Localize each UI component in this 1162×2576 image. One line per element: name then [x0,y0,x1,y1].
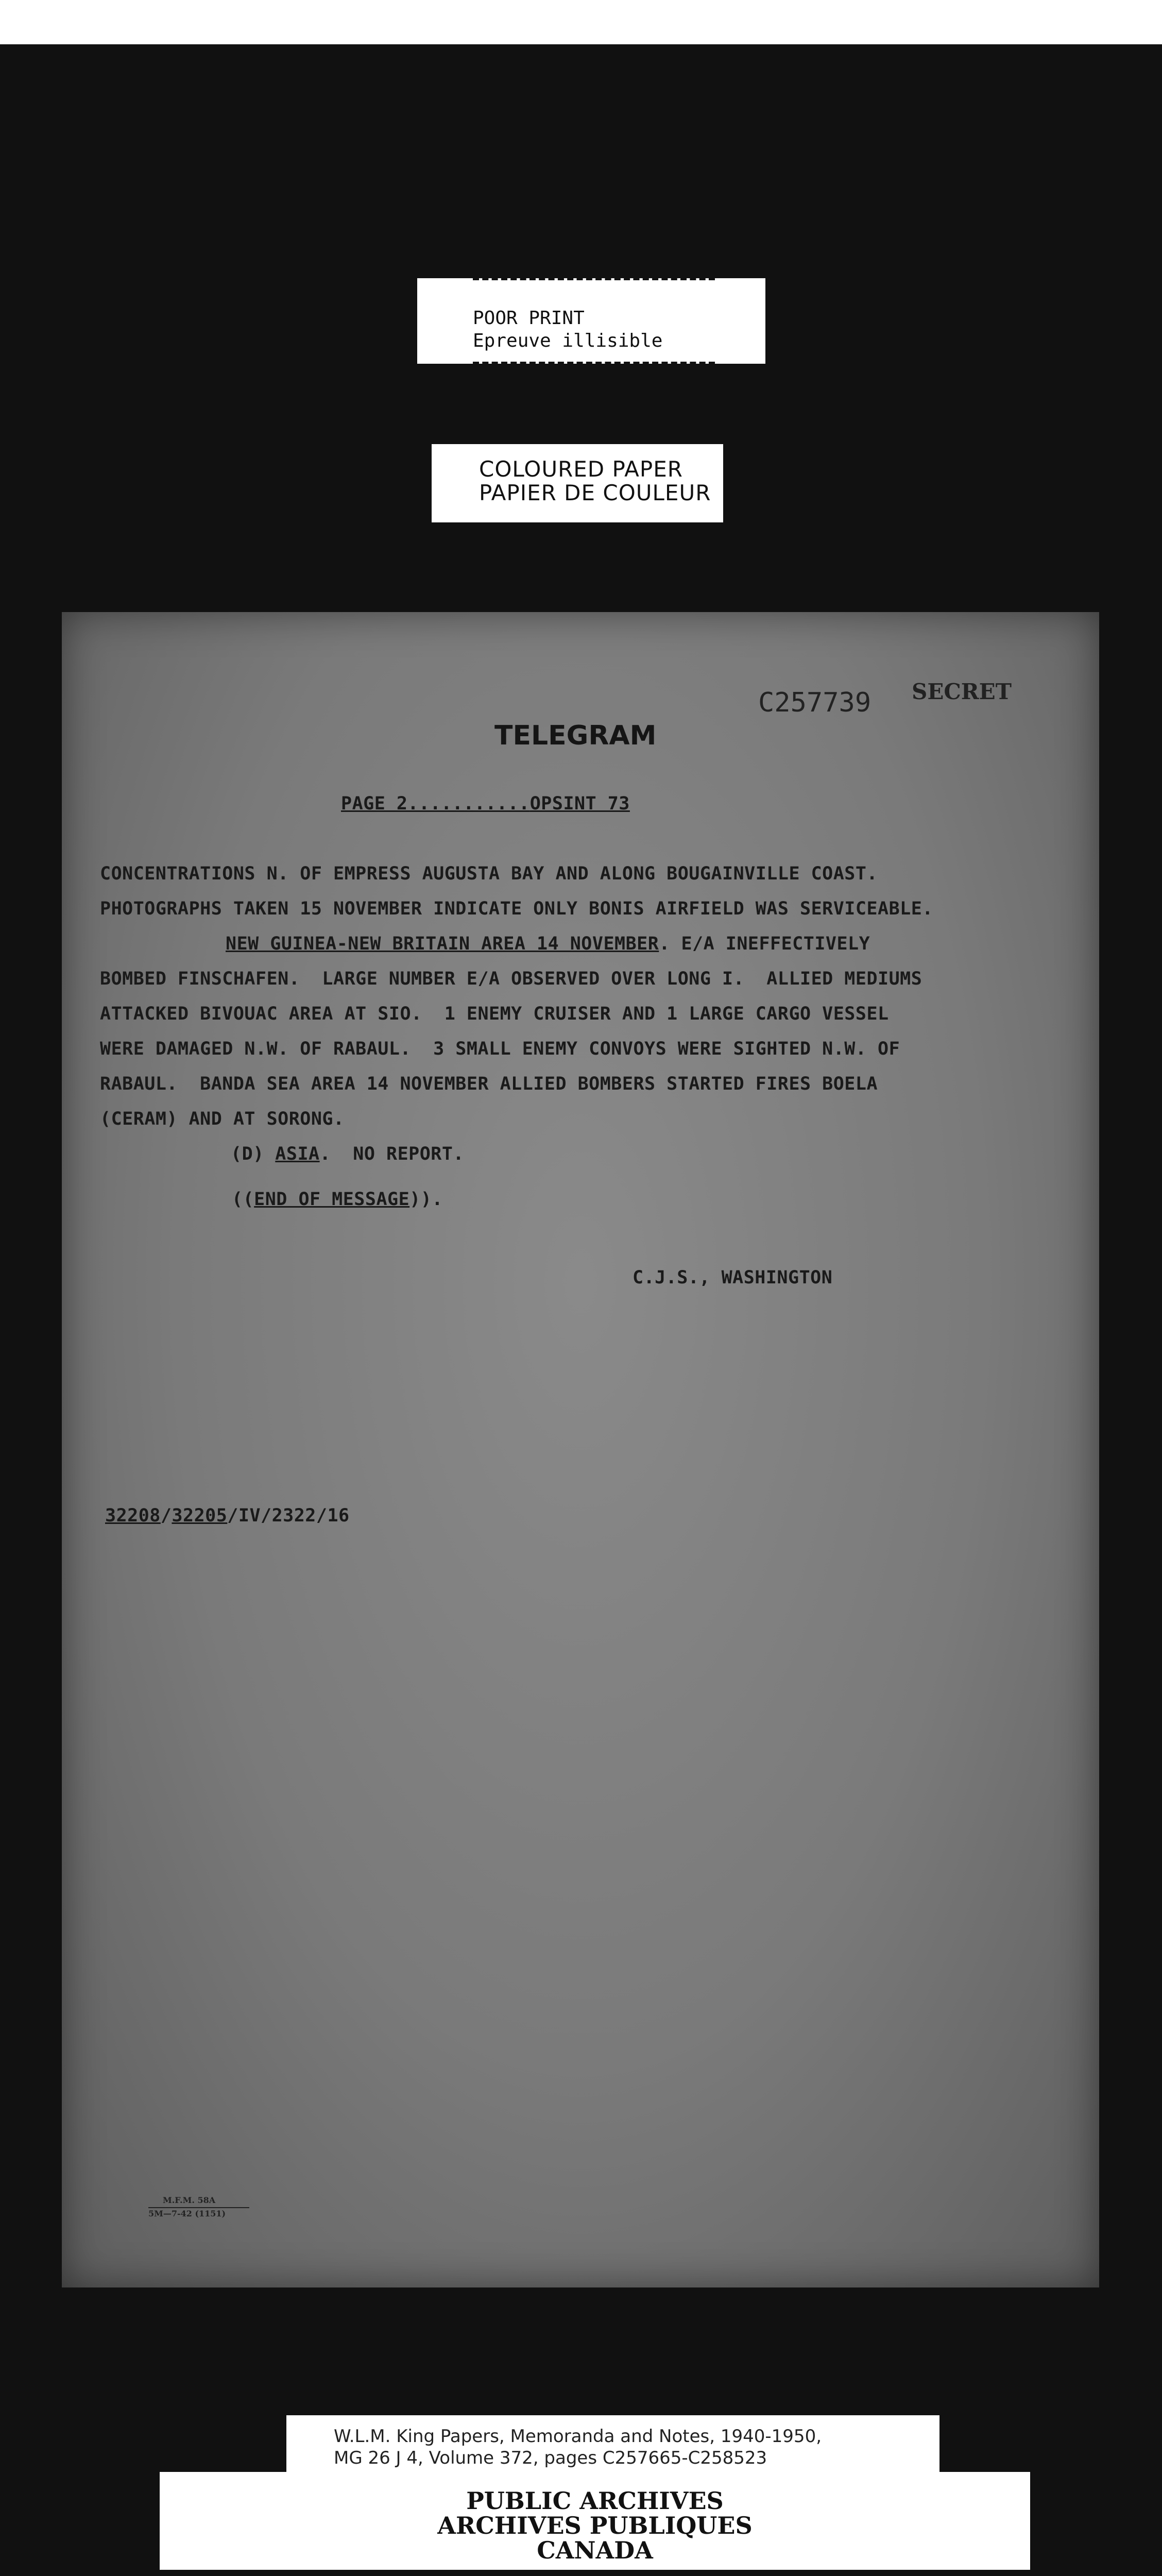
asia-prefix: (D) [231,1144,276,1164]
form-number-mark [148,2195,249,2219]
reference-number [105,1505,350,1526]
citation-text [334,2426,822,2469]
asia-text: . NO REPORT. [319,1144,465,1164]
panel-notch-left [160,2415,286,2472]
body-line: RABAUL. BANDA SEA AREA 14 NOVEMBER ALLIED BOMBERS STARTED FIRES BOELA [100,1074,878,1094]
telegram-document [62,612,1099,2287]
asia-heading: ASIA [275,1144,320,1164]
body-line: CONCENTRATIONS N. OF EMPRESS AUGUSTA BAY AND ALONG BOUGAINVILLE COAST. [100,863,878,884]
coloured-paper-french: PAPIER DE COULEUR [479,480,711,505]
citation-line-2: MG 26 J 4, Volume 372, pages C257665-C258523 [334,2448,767,2468]
end-close: )). [409,1189,443,1210]
document-number: C257739 [758,687,872,718]
body-line: BOMBED FINSCHAFEN. LARGE NUMBER E/A OBSERVED OVER LONG I. ALLIED MEDIUMS [100,969,922,989]
ref-part-2: 32205 [172,1505,228,1526]
page-ref: OPSINT 73 [529,793,630,814]
body-line: (CERAM) AND AT SORONG. [100,1109,345,1129]
body-line: WERE DAMAGED N.W. OF RABAUL. 3 SMALL ENEMY CONVOYS WERE SIGHTED N.W. OF [100,1039,900,1059]
classification-stamp: SECRET [912,679,1012,704]
end-of-message-line [232,1189,443,1210]
citation-line-1: W.L.M. King Papers, Memoranda and Notes, 1940-1950, [334,2426,822,2447]
ref-part-1: 32208 [105,1505,161,1526]
dashed-rule-top [473,277,715,280]
archives-name-french: ARCHIVES PUBLIQUES [437,2512,753,2539]
coloured-paper-english: COLOURED PAPER [479,456,683,482]
signature: C.J.S., WASHINGTON [633,1267,833,1288]
asia-line [231,1144,464,1164]
form-number: M.F.M. 58A [163,2195,216,2205]
archives-country: CANADA [537,2536,653,2564]
page-prefix: PAGE 2........... [341,793,530,814]
end-open: (( [232,1189,254,1210]
telegram-title: TELEGRAM [494,720,657,751]
poor-print-label [417,278,765,364]
archives-name-english: PUBLIC ARCHIVES [466,2487,724,2515]
coloured-paper-label [432,444,723,522]
panel-notch-right [939,2415,1030,2472]
ref-separator: / [160,1505,172,1526]
body-fragment: . E/A INEFFECTIVELY [659,934,870,954]
archive-citation-panel [160,2415,1030,2570]
end-of-message: END OF MESSAGE [254,1189,410,1210]
body-line [226,934,870,954]
poor-print-french: Epreuve illisible [473,330,663,351]
form-print-code: 5M—7-42 (1151) [148,2209,226,2218]
poor-print-english: POOR PRINT [473,308,585,329]
body-line: ATTACKED BIVOUAC AREA AT SIO. 1 ENEMY CRUISER AND 1 LARGE CARGO VESSEL [100,1004,889,1024]
region-heading: NEW GUINEA-NEW BRITAIN AREA 14 NOVEMBER [226,934,659,954]
dashed-rule-bottom [473,362,715,365]
body-line: PHOTOGRAPHS TAKEN 15 NOVEMBER INDICATE ONLY BONIS AIRFIELD WAS SERVICEABLE. [100,899,933,919]
ref-rest: /IV/2322/16 [227,1505,350,1526]
page-reference-line [341,793,630,814]
